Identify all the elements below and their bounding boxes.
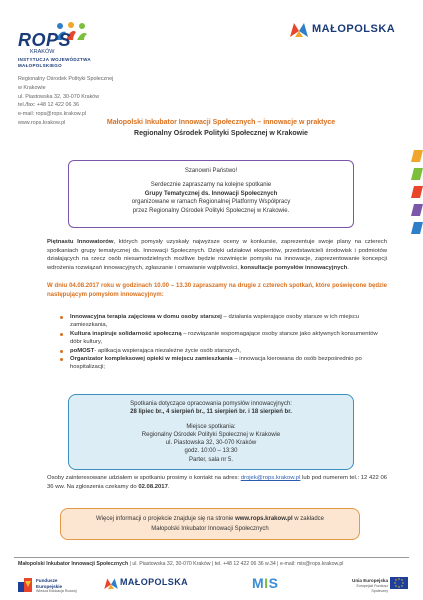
institution-line-1: INSTYTUCJA WOJEWÓDZTWA	[18, 57, 91, 62]
title-line-2: Regionalny Ośrodek Polityki Społecznej w Krakowie	[134, 130, 308, 137]
bullet-icon	[60, 316, 63, 319]
mis-m: M	[252, 575, 265, 591]
list-item	[60, 347, 385, 355]
address-line-1: Regionalny Ośrodek Polityki Społecznej	[18, 76, 114, 82]
registration-deadline: 02.08.2017	[138, 483, 168, 490]
meeting-dates: 28 lipiec br., 4 sierpień br., 11 sierpień br. i 18 sierpień br.	[130, 409, 292, 416]
venue-heading: Miejsce spotkania:	[186, 423, 236, 430]
list-item	[60, 330, 385, 347]
meetings-box	[68, 394, 354, 470]
registration-text-3: .	[167, 483, 170, 490]
greeting: Szanowni Państwo!	[184, 168, 238, 174]
address-line-4: tel./fax: +48 12 422 06 36	[18, 102, 79, 109]
invitation-box	[68, 160, 354, 228]
info-line-1	[61, 514, 359, 524]
invitation-line-1: Serdecznie zapraszamy na kolejne spotkanie	[150, 182, 272, 189]
eu-subtitle: Europejski Fundusz Społeczny	[356, 583, 388, 593]
malopolska-footer-text: MAŁOPOLSKA	[120, 577, 188, 587]
info-line-2: Małopolski Inkubator Innowacji Społecznych	[151, 526, 269, 532]
registration-text-2: lub pod numerem tel.: 12 422 06 36 ww. Na zgłoszenia czekamy do	[47, 475, 388, 490]
list-item-title: Organizator kompleksowej opieki w miejscu zamieszkania	[70, 356, 233, 363]
list-item-title: poMOST	[70, 347, 95, 354]
bullet-icon	[60, 358, 63, 361]
fundusze-europejskie-icon	[18, 578, 32, 592]
list-item-text: – innowacja kierowana do osób bezpośrednio po hospitalizacji;	[70, 356, 362, 371]
eu-logo-text	[344, 578, 388, 595]
intro-end: .	[347, 264, 349, 271]
footer-contact	[18, 561, 343, 567]
list-item-title: Kultura inspiruje solidarność społeczną	[70, 330, 182, 337]
document-title	[60, 117, 382, 139]
address-line-5: e-mail: rops@rops.krakow.pl	[18, 111, 87, 118]
footer-project-name: Małopolski Inkubator Innowacji Społecznych	[18, 561, 129, 567]
invitation-line-2: Grupy Tematycznej ds. Innowacji Społecznych	[144, 190, 278, 197]
address-line-6: www.rops.krakow.pl	[18, 119, 66, 126]
fe-title-line-2: Europejskie	[36, 583, 63, 589]
info-text: Więcej informacji o projekcie znajduje się na stronie	[95, 516, 236, 522]
title-line-1: Małopolski Inkubator Innowacji Społecznych – innowacje w praktyce	[106, 119, 336, 126]
venue-name: Regionalny Ośrodek Polityki Społecznej w Krakowie	[141, 431, 281, 438]
fe-title-line-1: Fundusze	[36, 578, 58, 583]
meeting-time: godz. 10:00 – 13:30	[184, 448, 238, 455]
innovation-list	[60, 313, 385, 372]
decorative-stripes	[404, 150, 423, 234]
list-item-text: – działania wspierające osoby starsze w ich miejscu zamieszkania,	[70, 314, 360, 329]
intro-lead: Piętnastu Innowatorów	[47, 239, 114, 245]
rops-city: KRAKÓW	[30, 49, 55, 55]
address-line-2: w Krakowie	[18, 84, 46, 91]
contact-email-link[interactable]: drojek@rops.krakow.pl	[240, 475, 301, 481]
registration-text-1: Osoby zainteresowane udziałem w spotkaniu prosimy o kontakt na adres:	[47, 475, 241, 481]
fe-subtitle: Wiedza Edukacja Rozwój	[36, 589, 77, 593]
eu-title: Unia Europejska	[352, 578, 388, 583]
invitation-line-3: organizowane w ramach Regionalnej Platformy Współpracy	[131, 199, 291, 206]
institution-line-2: MAŁOPOLSKIEGO	[18, 62, 62, 68]
footer-details: | ul. Piastowska 32, 30-070 Kraków | tel. +48 12 422 06 36 w.34 | e-mail: mis@rops.krakow.pl	[128, 561, 344, 567]
meeting-room: Parter, sala nr 5.	[188, 456, 234, 463]
website-link[interactable]: www.rops.krakow.pl	[235, 516, 293, 522]
footer-divider	[14, 557, 409, 558]
list-item	[60, 313, 385, 330]
malopolska-mark-icon	[290, 21, 308, 37]
list-item-text: – rozwiązanie wspomagające osoby starsze jako aktywnych konsumentów dóbr kultury,	[70, 330, 378, 346]
bullet-icon	[60, 333, 63, 336]
eu-flag-icon	[390, 577, 408, 589]
bullet-icon	[60, 350, 63, 353]
registration-paragraph	[47, 474, 387, 491]
info-text-end: w zakładce	[292, 516, 324, 522]
intro-text: , których pomysły uzyskały najwyższe oceny w konkursie, zaprezentuje swoje plany na czterech spotkaniach grupy tematycznej ds. Innowacji Społecznych. Dzięki udziałowi ekspertów, przedstawicieli środowisk i podmiotów działających na rzecz osób niesamodzielnych możliwe będzie rozwinięcie pomysłu na innowacje, zaprezentowanie koncepcji wdrożenia rozwiązań innowacyjnych, zgłaszanie i omawianie wątpliwości,	[47, 239, 387, 271]
malopolska-footer-mark-icon	[104, 577, 118, 589]
meeting-announcement: W dniu 04.08.2017 roku w godzinach 10.00 – 13.30 zapraszamy na drugie z czterech spotkań, które poświęcone będzie następującym pomysłom innowacyjnym:	[47, 283, 387, 298]
meetings-heading: Spotkania dotyczące opracowania pomysłów innowacyjnych:	[130, 401, 292, 407]
info-box	[60, 508, 360, 540]
malopolska-logo-text: MAŁOPOLSKA	[312, 23, 396, 35]
mis-logo	[252, 575, 278, 591]
institution-label	[18, 57, 91, 68]
list-item	[60, 355, 385, 372]
venue-address: ul. Piastowska 32, 30-070 Kraków	[165, 440, 257, 447]
rops-logo-text: ROPS	[18, 30, 72, 50]
intro-tail: konsultacje pomysłów innowacyjnych	[240, 264, 348, 271]
footer-logos	[0, 572, 423, 600]
list-item-text: - aplikacja wspierająca niezależne życie osób starszych,	[94, 347, 241, 354]
mis-s: S	[268, 575, 279, 591]
invitation-line-4: przez Regionalny Ośrodek Polityki Społecznej w Krakowie.	[132, 207, 290, 214]
mis-i: I	[264, 575, 269, 591]
intro-paragraph	[47, 238, 387, 272]
address-line-3: ul. Piastowska 32, 30-070 Kraków	[18, 93, 100, 100]
list-item-title: Innowacyjna terapia zajęciowa w domu osoby starszej	[70, 314, 222, 320]
